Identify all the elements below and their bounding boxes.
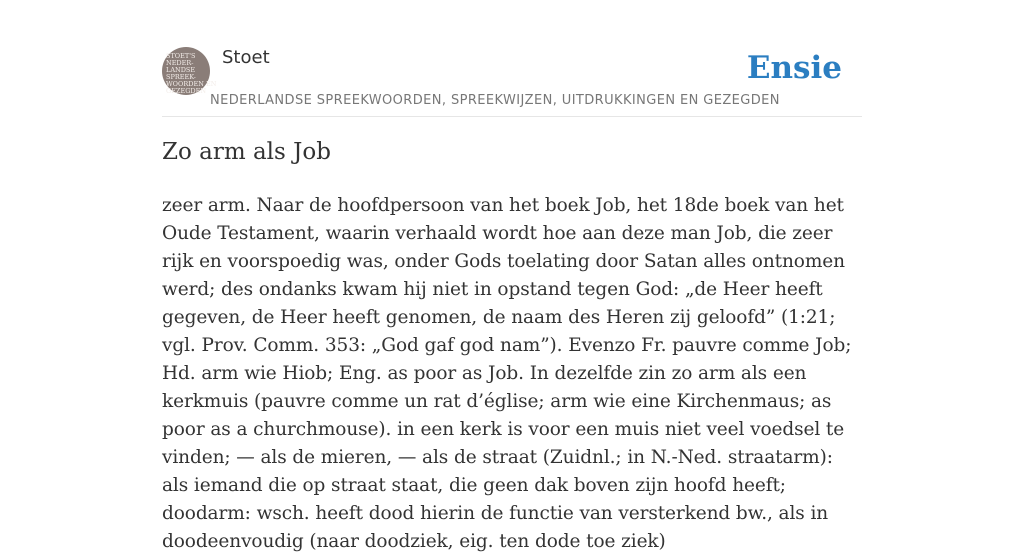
- source-subtitle[interactable]: NEDERLANDSE SPREEKWOORDEN, SPREEKWIJZEN, UITDRUKKINGEN EN GEZEGDEN: [210, 93, 780, 108]
- avatar-line: NEDER-: [166, 59, 194, 67]
- author-name[interactable]: Stoet: [222, 47, 270, 68]
- avatar-line: LANDSE: [166, 66, 196, 74]
- avatar-line: STOET'S: [166, 52, 196, 60]
- entry-body: zeer arm. Naar de hoofdpersoon van het boek Job, het 18de boek van het Oude Testament, waarin verhaald wordt hoe aan deze man Job, die zeer rijk en voorspoedig was, onder Gods toelating door Satan alles ontnomen werd; des ondanks kwam hij niet in opstand tegen God: „de Heer heeft gegeven, de Heer heeft genomen, de naam des Heren zij geloofd” (1:21; vgl. Prov. Comm. 353: „God gaf god nam”). Evenzo Fr. pauvre comme Job; Hd. arm wie Hiob; Eng. as poor as Job. In dezelfde zin zo arm als een kerkmuis (pauvre comme un rat d’église; arm wie eine Kirchenmaus; as poor as a churchmouse). in een kerk is voor een muis niet veel voedsel te vinden; — als de mieren, — als de straat (Zuidnl.; in N.-Ned. straatarm): als iemand die op straat staat, die geen dak boven zijn hoofd heeft; doodarm: wsch. heeft dood hierin de functie van versterkend bw., als in doodeenvoudig (naar doodziek, eig. ten dode toe ziek): [162, 195, 852, 552]
- avatar-line: SPREEK-: [166, 73, 196, 81]
- avatar-line: WOORDEN EN: [166, 80, 217, 88]
- site-header: [162, 44, 862, 117]
- entry-title: Zo arm als Job: [162, 139, 331, 165]
- brand-logo[interactable]: Ensie: [746, 50, 842, 86]
- author-avatar[interactable]: [162, 47, 217, 95]
- avatar-line: GEZEGDEN: [166, 87, 207, 95]
